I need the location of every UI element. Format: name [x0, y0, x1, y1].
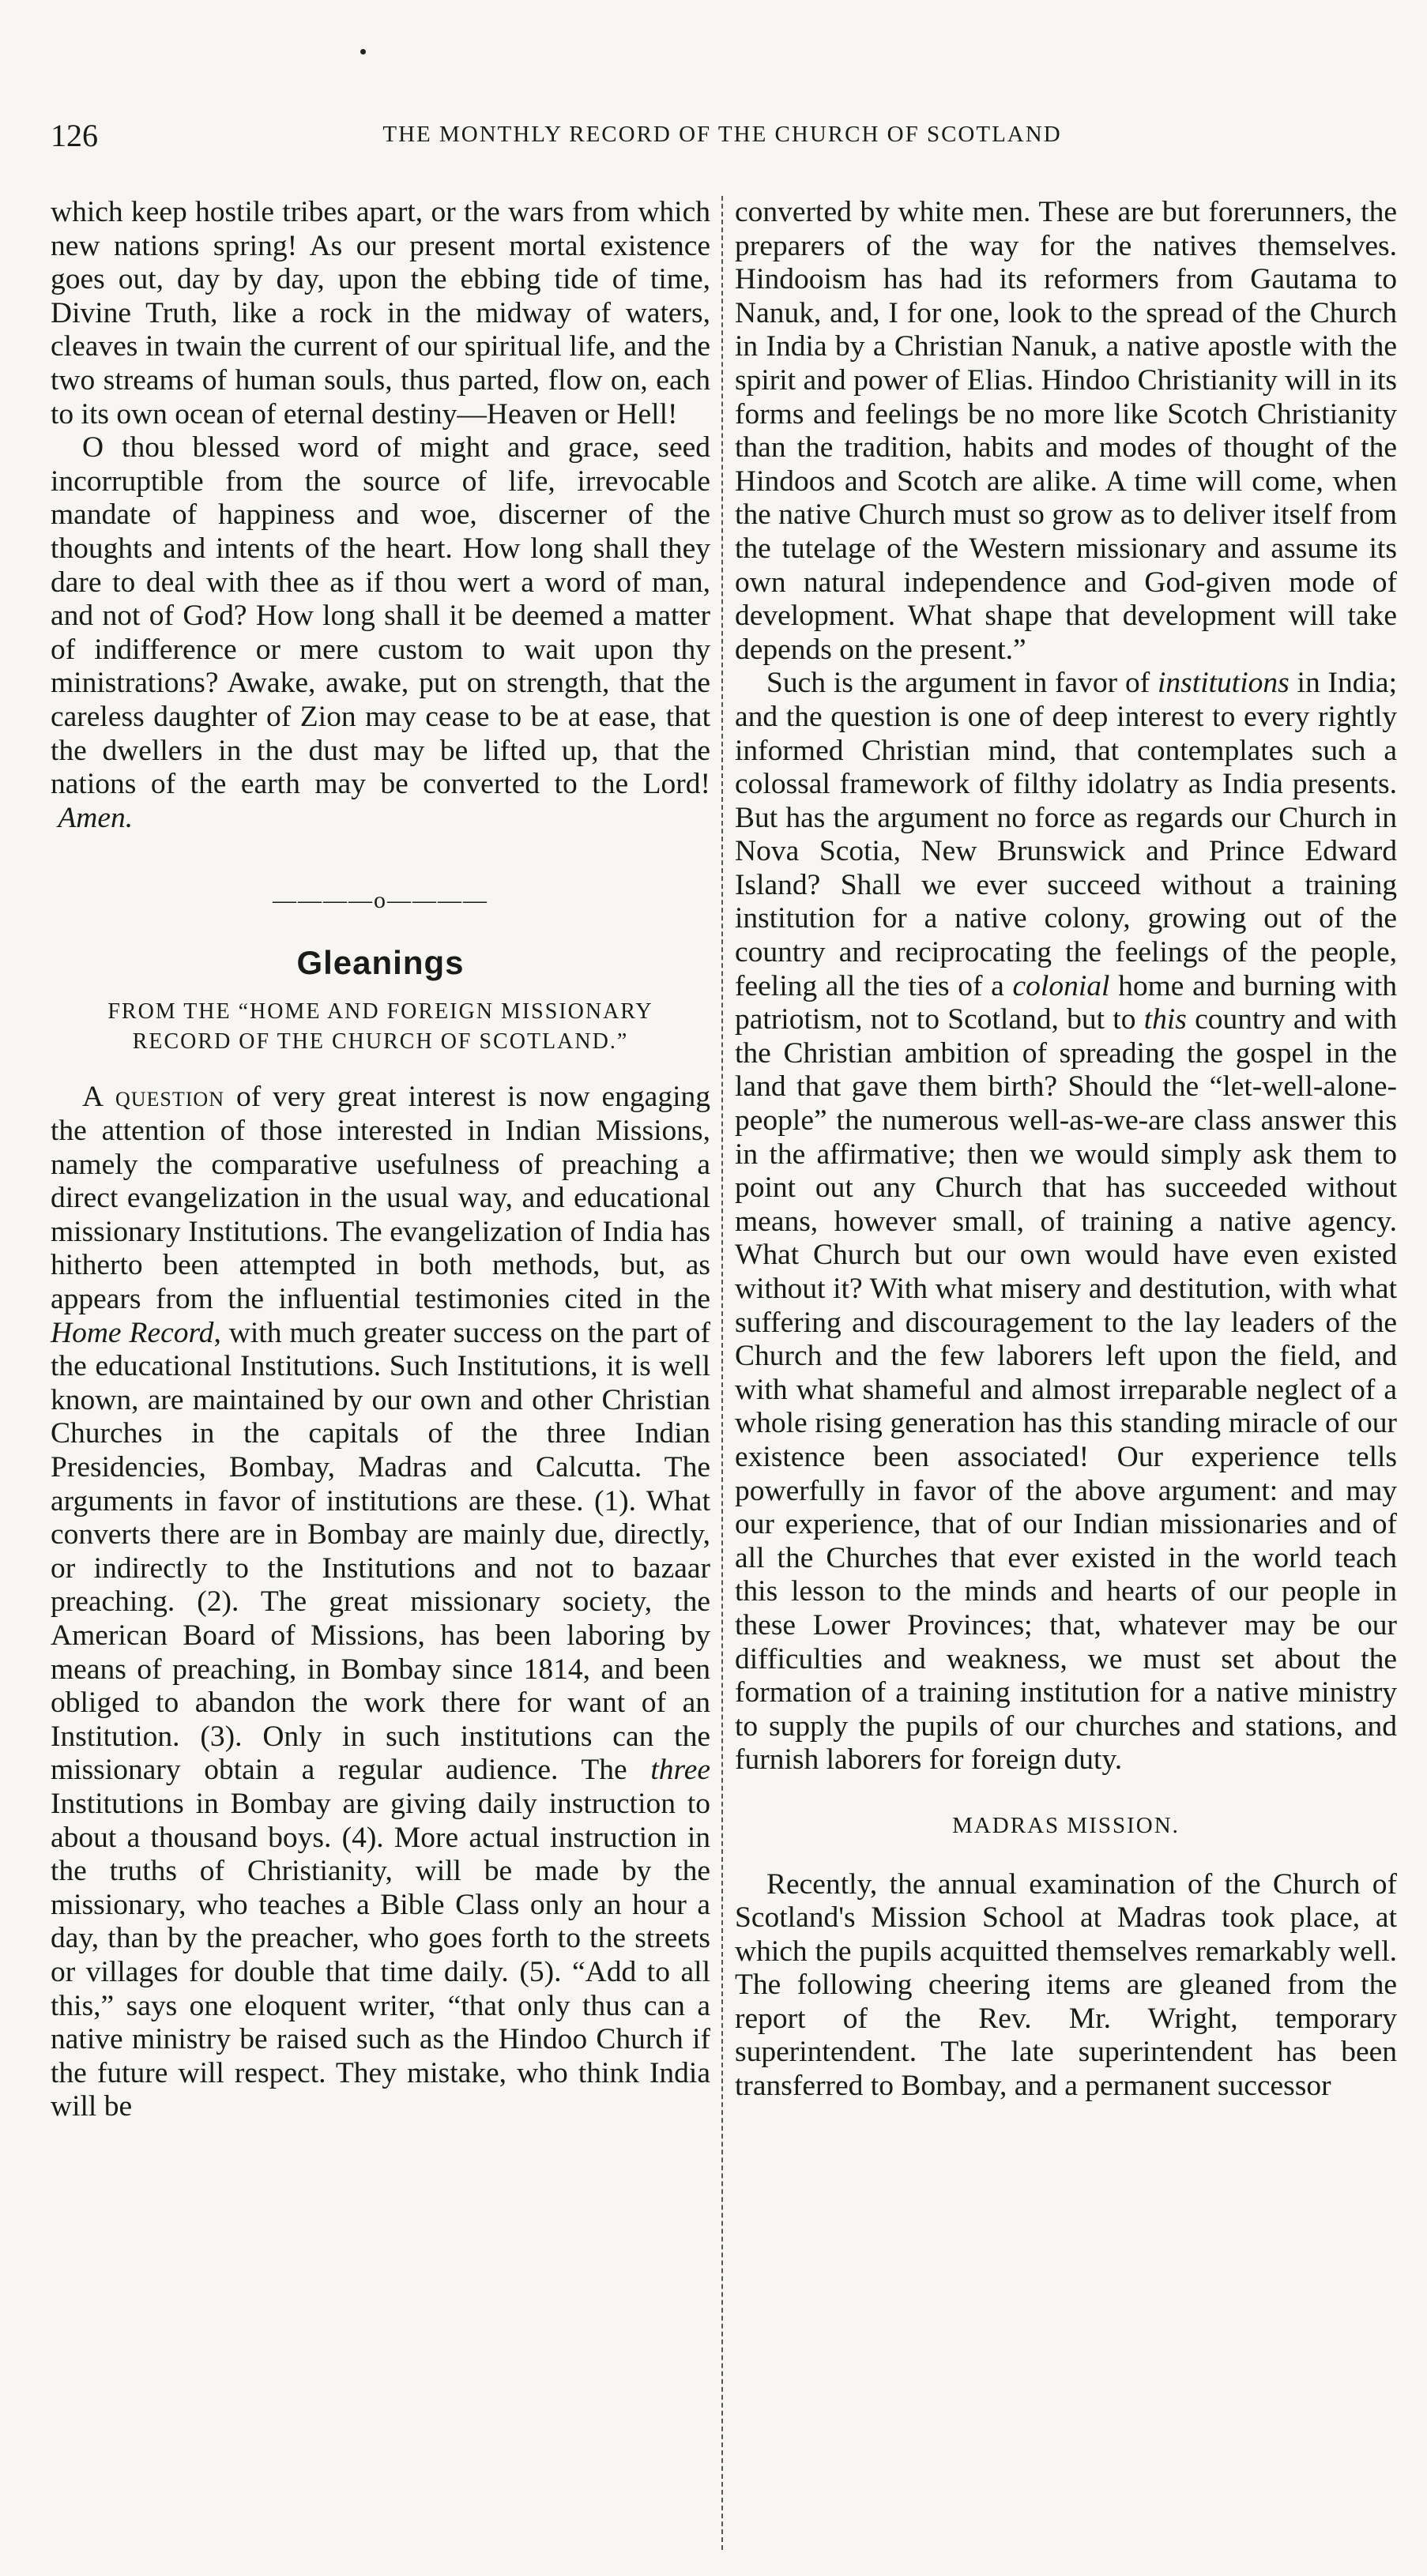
paragraph: [51, 1081, 710, 2123]
paragraph-text: Such is the argument in favor of: [766, 667, 1158, 700]
ink-speck: [360, 49, 366, 55]
italic-word: colonial: [1012, 969, 1110, 1002]
italic-word: three: [650, 1754, 710, 1787]
italic-word: this: [1143, 1003, 1187, 1036]
running-title: THE MONTHLY RECORD OF THE CHURCH OF SCOTLAND: [382, 122, 1062, 147]
paragraph-text: O thou blessed word of might and grace, seed incorruptible from the source of life, irrevocable mandate of happiness and woe, discerner of the thoughts and intents of the heart. How long shall they dare to deal with thee as if thou wert a word of man, and not of God? How long shall it be deemed a matter of indifference or mere custom to wait upon thy ministrations? Awake, awake, put on strength, that the careless daughter of Zion may cease to be at ease, that the dwellers in the dust may be lifted up, that the nations of the earth may be converted to the Lord!: [51, 431, 710, 801]
column-divider: [721, 196, 723, 2550]
section-subheading: FROM THE “HOME AND FOREIGN MISSIONARY RECORD OF THE CHURCH OF SCOTLAND.”: [107, 999, 653, 1055]
italic-word: institutions: [1158, 667, 1290, 700]
paragraph: Recently, the annual examination of the Church of Scotland's Mission School at Madras took place, at which the pupils acquitted themselves remarkably well. The following cheering items are gleaned from the report of the Rev. Mr. Wright, temporary superintendent. The late superintendent has been transferred to Bombay, and a permanent successor: [735, 1867, 1397, 2103]
paragraph: [51, 431, 710, 835]
paragraph: [735, 667, 1397, 1777]
paragraph-text: Institutions in Bombay are giving daily instruction to about a thousand boys. (4). More actual instruction in the truths of Christianity, will be made by the missionary, who teaches a Bible Class only an hour a day, than by the preacher, who goes forth to the streets or villages for double that time daily. (5). “Add to all this,” says one eloquent writer, “that only thus can a native ministry be raised such as the Hindoo Church if the future will respect. They mistake, who think India will be: [51, 1787, 710, 2123]
amen-text: Amen.: [58, 801, 134, 834]
paragraph-text: in India; and the question is one of deep interest to every rightly informed Christian mind, that contemplates such a colossal framework of filthy idolatry as India presents. But has the argument no force as regards our Church in Nova Scotia, New Brunswick and Prince Edward Island? Shall we ever succeed without a training institution for a native colony, growing out of the country and reciprocating the feelings of the people, feeling all the ties of a: [735, 667, 1397, 1002]
paragraph-text: home and burning with patriotism, not to Scotland, but to: [735, 969, 1397, 1036]
paragraph-text: of very great interest is now engaging the attention of those interested in Indian Missions, namely the comparative usefulness of preaching a direct evangelization in the usual way, and educational missionary Institutions. The evangelization of India has hitherto been attempted in both methods, but, as appears from the influential testimonies cited in the: [51, 1081, 710, 1316]
section-separator: ————o————: [273, 887, 488, 914]
section-heading: MADRAS MISSION.: [952, 1812, 1180, 1838]
page-number: 126: [51, 118, 98, 153]
left-column: [51, 196, 710, 2124]
italic-title: Home Record: [51, 1316, 214, 1349]
right-column: [735, 196, 1397, 2104]
section-title: Gleanings: [296, 943, 465, 981]
paragraph-text: , with much greater success on the part of the educational Institutions. Such Institutions, it is well known, are maintained by our own and other Christian Churches in the capitals of the three Indian Presidencies, Bombay, Madras and Calcutta. The arguments in favor of institutions are these. (1). What converts there are in Bombay are mainly due, directly, or indirectly to the Institutions and not to bazaar preaching. (2). The great missionary society, the American Board of Missions, has been laboring by means of preaching, in Bombay since 1814, and been obliged to abandon the work there for want of an Institution. (3). Only in such institutions can the missionary obtain a regular audience. The: [51, 1316, 710, 1787]
lead-words: A question: [82, 1081, 224, 1114]
paragraph-text: country and with the Christian ambition of spreading the gospel in the land that gave them birth? Should the “let-well-alone-people” the numerous well-as-we-are class answer this in the affirmative; then we would simply ask them to point out any Church that has succeeded without means, however small, of training a native agency. What Church but our own would have even existed without it? With what misery and destitution, with what suffering and discouragement to the lay leaders of the Church and the few laborers left upon the field, and with what shameful and almost irreparable neglect of a whole rising generation has this standing miracle of our existence been associated! Our experience tells powerfully in favor of the above argument: and may our experience, that of our Indian missionaries and of all the Churches that ever existed in the world teach this lesson to the minds and hearts of our people in these Lower Provinces; that, whatever may be our difficulties and weakness, we must set about the formation of a training institution for a native ministry to supply the pupils of our churches and stations, and furnish laborers for foreign duty.: [735, 1003, 1397, 1777]
page-header: [51, 117, 1394, 158]
paragraph: converted by white men. These are but forerunners, the preparers of the way for the natives themselves. Hindooism has had its reformers from Gautama to Nanuk, and, I for one, look to the spread of the Church in India by a Christian Nanuk, a native apostle with the spirit and power of Elias. Hindoo Christianity will in its forms and feelings be no more like Scotch Christianity than the tradition, habits and modes of thought of the Hindoos and Scotch are alike. A time will come, when the native Church must so grow as to deliver itself from the tutelage of the Western missionary and assume its own natural independence and God-given mode of development. What shape that development will take depends on the present.”: [735, 196, 1397, 666]
paragraph: which keep hostile tribes apart, or the wars from which new nations spring! As our present mortal existence goes out, day by day, upon the ebbing tide of time, Divine Truth, like a rock in the midway of waters, cleaves in twain the current of our spiritual life, and the two streams of human souls, thus parted, flow on, each to its own ocean of eternal destiny—Heaven or Hell!: [51, 196, 710, 431]
